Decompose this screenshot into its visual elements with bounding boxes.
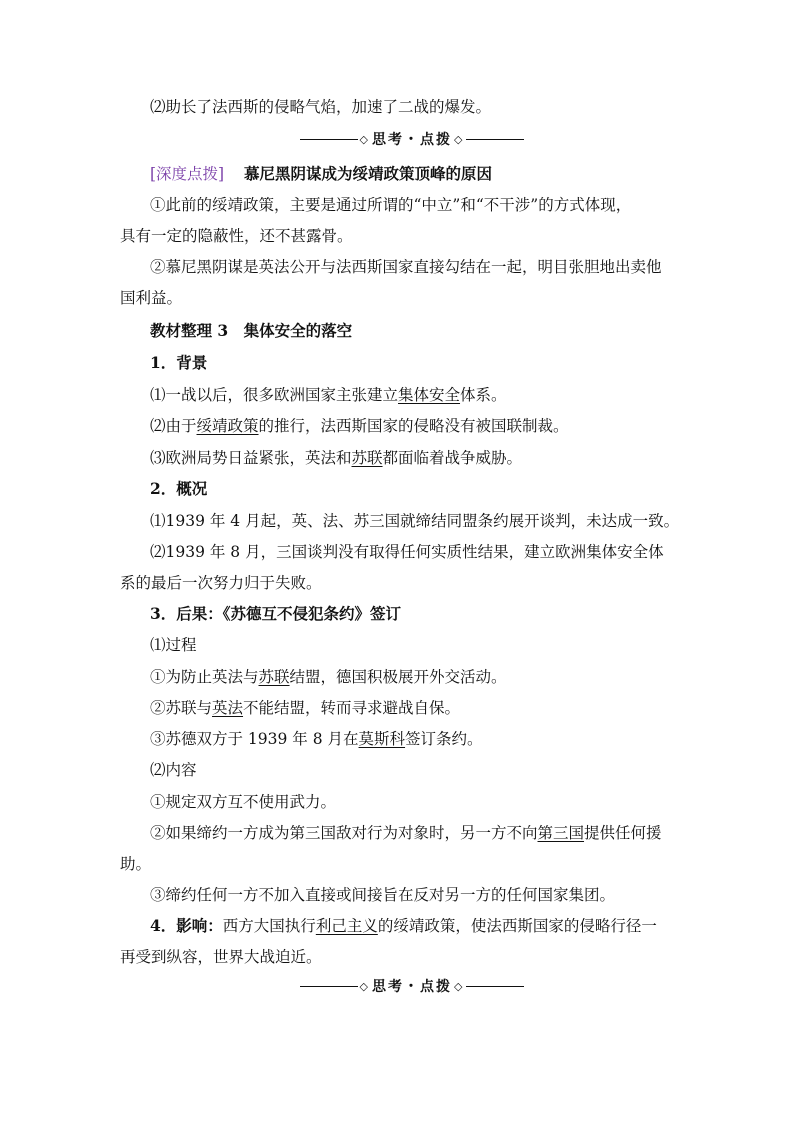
background-item-2 xyxy=(150,415,676,437)
text-segment: ③苏德双方于 1939 年 8 月在 xyxy=(150,730,359,748)
overview-heading: 2．概况 xyxy=(150,479,208,498)
text-segment: 体系。 xyxy=(460,386,507,404)
content-heading: ⑵内容 xyxy=(150,761,197,779)
text-segment: ⑵由于 xyxy=(150,417,197,435)
deep-heading xyxy=(150,163,676,185)
divider-rule-right xyxy=(466,986,524,987)
process-item-2 xyxy=(150,697,676,719)
text-segment: 的绥靖政策，使法西斯国家的侵略行径一 xyxy=(377,917,657,935)
underlined-term: 利己主义 xyxy=(315,917,378,935)
overview-item-1: ⑴1939 年 4 月起，英、法、苏三国就缔结同盟条约展开谈判，未达成一致。 xyxy=(150,512,680,530)
overview-item-2-line2: 系的最后一次努力归于失败。 xyxy=(120,574,322,592)
top-item: ⑵助长了法西斯的侵略气焰，加速了二战的爆发。 xyxy=(150,98,492,116)
text-segment: 西方大国执行 xyxy=(222,917,316,935)
text-segment: 签订条约。 xyxy=(405,730,483,748)
process-heading: ⑴过程 xyxy=(150,636,197,654)
text-segment: ②苏联与 xyxy=(150,699,213,717)
impact-line1 xyxy=(150,915,676,937)
text-segment: 结盟，德国积极展开外交活动。 xyxy=(289,668,507,686)
text-segment: 不能结盟，转而寻求避战自保。 xyxy=(243,699,461,717)
text-segment: ②如果缔约一方成为第三国敌对行为对象时，另一方不向 xyxy=(150,824,538,842)
text-segment: 的推行，法西斯国家的侵略没有被国联制裁。 xyxy=(258,417,569,435)
underlined-term: 第三国 xyxy=(537,824,585,842)
text-segment: ⑶欧洲局势日益紧张，英法和 xyxy=(150,449,352,467)
content-item-3: ③缔约任何一方不加入直接或间接旨在反对另一方的任何国家集团。 xyxy=(150,886,616,904)
content-item-2-line2: 助。 xyxy=(120,855,152,873)
underlined-term: 绥靖政策 xyxy=(196,417,259,435)
deep-p2-line1: ②慕尼黑阴谋是英法公开与法西斯国家直接勾结在一起，明目张胆地出卖他 xyxy=(150,258,662,276)
background-item-1 xyxy=(150,384,676,406)
diamond-icon: ◇ xyxy=(359,979,370,993)
deep-title: 慕尼黑阴谋成为绥靖政策顶峰的原因 xyxy=(243,164,492,183)
divider-rule-left xyxy=(300,139,358,140)
text-segment: 提供任何援 xyxy=(584,824,662,842)
divider-rule-left xyxy=(300,986,358,987)
divider-label: 思考・点拨 xyxy=(372,979,452,995)
section-heading: 教材整理 3 集体安全的落空 xyxy=(150,321,353,340)
background-heading: 1．背景 xyxy=(150,353,208,372)
result-heading: 3．后果：《苏德互不侵犯条约》签订 xyxy=(150,604,402,623)
deep-tag: [深度点拨] xyxy=(150,165,225,183)
process-item-1 xyxy=(150,666,676,688)
underlined-term: 苏联 xyxy=(258,668,290,686)
diamond-icon: ◇ xyxy=(454,132,465,146)
underlined-term: 莫斯科 xyxy=(358,730,406,748)
content-item-1: ①规定双方互不使用武力。 xyxy=(150,793,337,811)
deep-p1-line1: ①此前的绥靖政策，主要是通过所谓的“中立”和“不干涉”的方式体现， xyxy=(150,196,632,214)
background-item-3 xyxy=(150,447,676,469)
text-segment: ①为防止英法与 xyxy=(150,668,259,686)
divider-label: 思考・点拨 xyxy=(372,132,452,148)
section-divider-1 xyxy=(300,128,524,150)
diamond-icon: ◇ xyxy=(359,132,370,146)
impact-label: 4．影响： xyxy=(150,916,223,935)
deep-p1-line2: 具有一定的隐蔽性，还不甚露骨。 xyxy=(120,227,353,245)
overview-item-2-line1: ⑵1939 年 8 月，三国谈判没有取得任何实质性结果，建立欧洲集体安全体 xyxy=(150,543,664,561)
underlined-term: 集体安全 xyxy=(398,386,461,404)
deep-p2-line2: 国利益。 xyxy=(120,289,183,307)
content-item-2-line1 xyxy=(150,822,676,844)
section-divider-2 xyxy=(300,975,524,997)
underlined-term: 苏联 xyxy=(351,449,383,467)
text-segment: ⑴一战以后，很多欧洲国家主张建立 xyxy=(150,386,399,404)
underlined-term: 英法 xyxy=(212,699,244,717)
divider-rule-right xyxy=(466,139,524,140)
impact-line2: 再受到纵容，世界大战迫近。 xyxy=(120,948,322,966)
diamond-icon: ◇ xyxy=(454,979,465,993)
process-item-3 xyxy=(150,728,676,750)
text-segment: 都面临着战争威胁。 xyxy=(382,449,523,467)
